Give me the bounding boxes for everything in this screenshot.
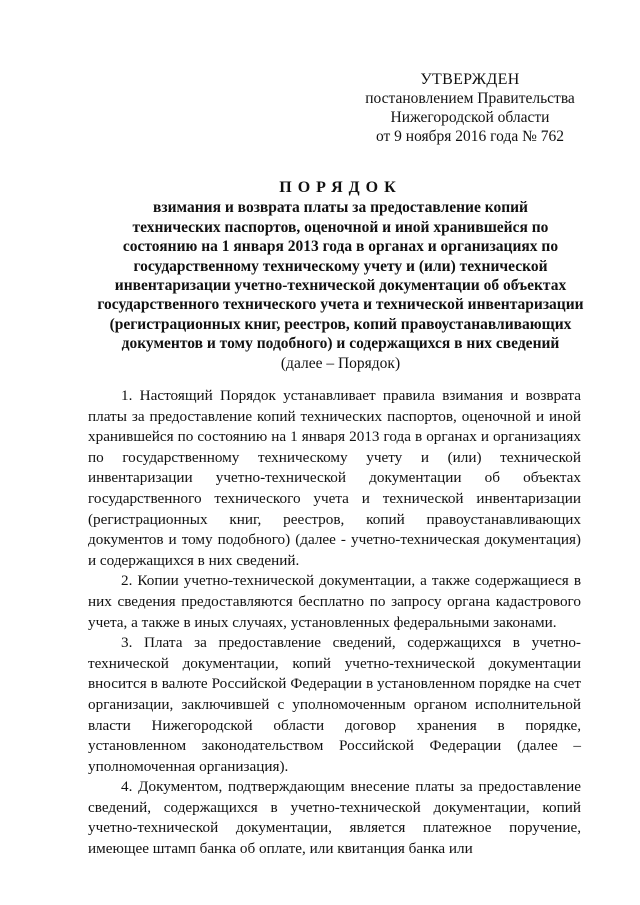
approval-title: УТВЕРЖДЕН — [420, 71, 520, 88]
heading-note: (далее – Порядок) — [280, 354, 401, 372]
heading-line: состоянию на 1 января 2013 года в органах и организациях по — [122, 238, 559, 256]
heading-line: государственному техническому учету и (или) технической — [133, 257, 548, 275]
heading-line: государственного технического учета и технической инвентаризации — [97, 296, 584, 314]
approval-line: Нижегородской области — [390, 109, 550, 126]
approval-line: от 9 ноября 2016 года № 762 — [375, 128, 565, 145]
approval-stamp — [350, 70, 590, 146]
paragraph-4: 4. Документом, подтверждающим внесение платы за предоставление сведений, содержащихся в учетно-технической документации, копий учетно-технической документации, является платежное поручение, имеющее штамп банка об оплате, или квитанция банка или — [88, 778, 581, 858]
paragraph-1: 1. Настоящий Порядок устанавливает правила взимания и возврата платы за предоставление копий технических паспортов, оценочной и иной хранившейся по состоянию на 1 января 2013 года в органах и организациях по государственному техническому учету и (или) технической инвентаризации учетно-технической документации об объектах государственного технического учета и технической инвентаризации (регистрационных книг, реестров, копий правоустанавливающих документов и тому подобного) (далее - учетно-техническая документация) и содержащихся в них сведений. — [88, 387, 581, 569]
document-title: ПОРЯДОК — [279, 179, 402, 196]
heading-line: технических паспортов, оценочной и иной хранившейся по — [132, 218, 549, 236]
document-body — [88, 386, 581, 860]
heading-line: документов и тому подобного) и содержащихся в них сведений — [121, 335, 560, 353]
heading-line: взимания и возврата платы за предоставление копий — [153, 199, 528, 217]
paragraph-2: 2. Копии учетно-технической документации, а также содержащиеся в них сведения предоставляются бесплатно по запросу органа кадастрового учета, а также в иных случаях, установленных федеральными законами. — [88, 572, 581, 631]
heading-line: (регистрационных книг, реестров, копий правоустанавливающих — [109, 315, 572, 333]
approval-line: постановлением Правительства — [365, 90, 575, 107]
paragraph-3: 3. Плата за предоставление сведений, содержащихся в учетно-технической документации, копий учетно-технической документации вносится в валюте Российской Федерации в установленном порядке на счет организации, заключившей с уполномоченным органом исполнительной власти Нижегородской области договор хранения в порядке, установленном законодательством Российской Федерации (далее – уполномоченная организация). — [88, 634, 581, 775]
heading-line: инвентаризации учетно-технической документации об объектах — [114, 277, 567, 295]
document-heading — [88, 178, 593, 373]
